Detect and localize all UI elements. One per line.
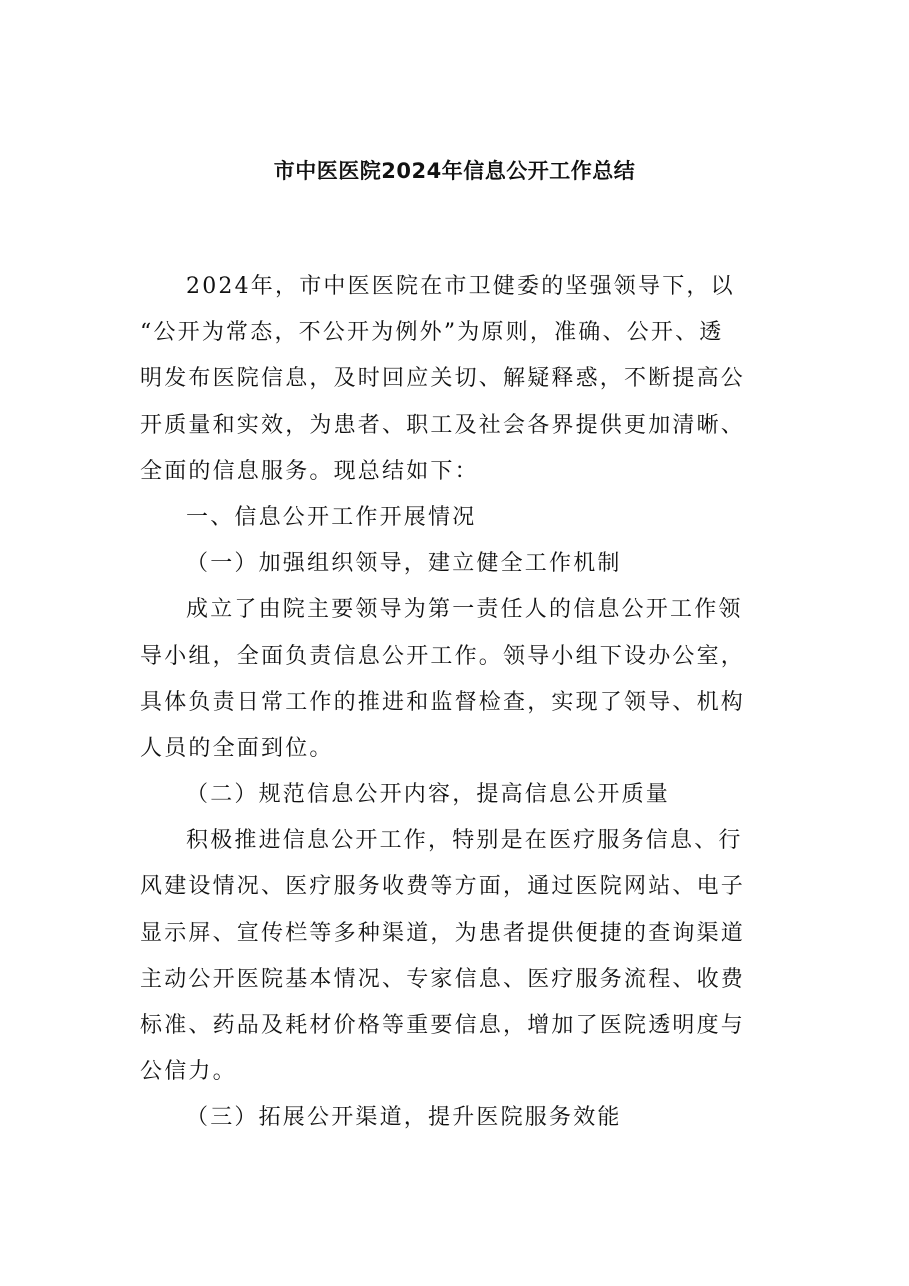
text-line: 风建设情况、医疗服务收费等方面，通过医院网站、电子 xyxy=(140,874,746,900)
subsection-heading: （二）规范信息公开内容，提高信息公开质量 xyxy=(186,782,671,808)
text-line: 开质量和实效，为患者、职工及社会各界提供更加清晰、 xyxy=(140,412,746,438)
text-line: 主动公开医院基本情况、专家信息、医疗服务流程、收费 xyxy=(140,966,746,992)
text-line: 全面的信息服务。现总结如下： xyxy=(140,458,479,484)
text-line: 2024年，市中医医院在市卫健委的坚强领导下，以 xyxy=(186,274,735,299)
text-line: 显示屏、宣传栏等多种渠道，为患者提供便捷的查询渠道 xyxy=(140,920,746,946)
text-line: 积极推进信息公开工作，特别是在医疗服务信息、行 xyxy=(186,828,743,854)
text-line: 导小组，全面负责信息公开工作。领导小组下设办公室， xyxy=(140,643,746,669)
text-line: 具体负责日常工作的推进和监督检查，实现了领导、机构 xyxy=(140,689,746,715)
text-line: 人员的全面到位。 xyxy=(140,735,334,761)
document-title: 市中医医院2024年信息公开工作总结 xyxy=(273,159,636,183)
text-line: 公信力。 xyxy=(140,1059,237,1085)
text-line: 标准、药品及耗材价格等重要信息，增加了医院透明度与 xyxy=(140,1013,746,1038)
section-heading: 一、信息公开工作开展情况 xyxy=(186,504,477,530)
document-body xyxy=(140,264,780,1142)
subsection-heading: （三）拓展公开渠道，提升医院服务效能 xyxy=(186,1105,622,1131)
text-line: 成立了由院主要领导为第一责任人的信息公开工作领 xyxy=(186,597,743,623)
subsection-heading: （一）加强组织领导，建立健全工作机制 xyxy=(186,551,622,577)
text-line: “公开为常态，不公开为例外”为原则，准确、公开、透 xyxy=(140,320,724,346)
text-line: 明发布医院信息，及时回应关切、解疑释惑，不断提高公 xyxy=(140,366,746,392)
